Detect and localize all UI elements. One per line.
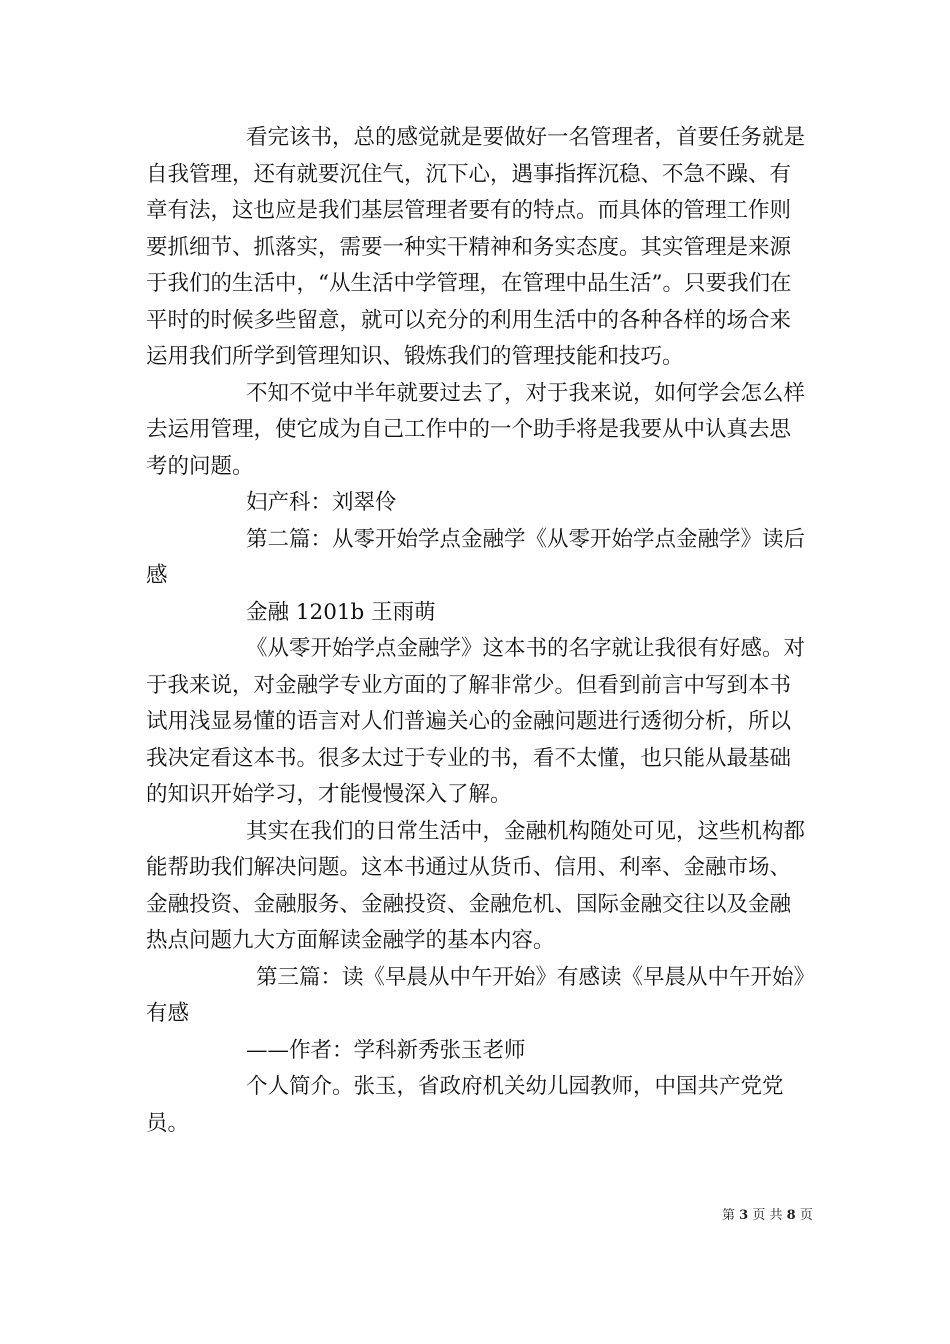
page-total-number: 8 — [786, 1208, 796, 1223]
document-body — [146, 120, 806, 1142]
author-line-obstetrics: 妇产科：刘翠伶 — [246, 490, 397, 515]
page-label-prefix: 第 — [722, 1208, 736, 1223]
paragraph-management-summary: 看完该书，总的感觉就是要做好一名管理者，首要任务就是自我管理，还有就要沉住气，沉下心，遇事指挥沉稳、不急不躁、有章有法，这也应是我们基层管理者要有的特点。而具体的管理工作则要抓细节、抓落实，需要一种实干精神和务实态度。其实管理是来源于我们的生活中，“从生活中学管理，在管理中品生活”。只要我们在平时的时候多些留意，就可以充分的利用生活中的各种各样的场合来运用我们所学到管理知识、锻炼我们的管理技能和技巧。 — [146, 125, 806, 369]
author-line-teacher: ——作者：学科新秀张玉老师 — [246, 1037, 526, 1063]
page-label-suffix: 页 — [799, 1208, 813, 1223]
paragraph-personal-intro: 个人简介。张玉，省政府机关幼儿园教师，中国共产党党员。 — [146, 1074, 784, 1136]
paragraph-financial-institutions: 其实在我们的日常生活中，金融机构随处可见，这些机构都能帮助我们解决问题。这本书通过从货币、信用、利率、金融市场、金融投资、金融服务、金融投资、金融危机、国际金融交往以及金融热点问题九大方面解读金融学的基本内容。 — [146, 818, 806, 953]
paragraph-half-year: 不知不觉中半年就要过去了，对于我来说，如何学会怎么样去运用管理，使它成为自己工作中的一个助手将是我要从中认真去思考的问题。 — [146, 380, 806, 479]
page-current-number: 3 — [739, 1208, 749, 1223]
section-title-part-two: 第二篇：从零开始学点金融学《从零开始学点金融学》读后感 — [146, 526, 806, 588]
author-line-finance: 金融 1201b 王雨萌 — [246, 599, 436, 625]
page-label-middle: 页 共 — [752, 1208, 783, 1223]
paragraph-book-impression: 《从零开始学点金融学》这本书的名字就让我很有好感。对于我来说，对金融学专业方面的了解非常少。但看到前言中写到本书试用浅显易懂的语言对人们普遍关心的金融问题进行透彻分析，所以我决定看这本书。很多太过于专业的书，看不太懂，也只能从最基础的知识开始学习，才能慢慢深入了解。 — [146, 636, 806, 807]
page-footer — [722, 1204, 813, 1223]
section-title-part-three: 第三篇：读《早晨从中午开始》有感读《早晨从中午开始》有感 — [146, 964, 805, 1026]
